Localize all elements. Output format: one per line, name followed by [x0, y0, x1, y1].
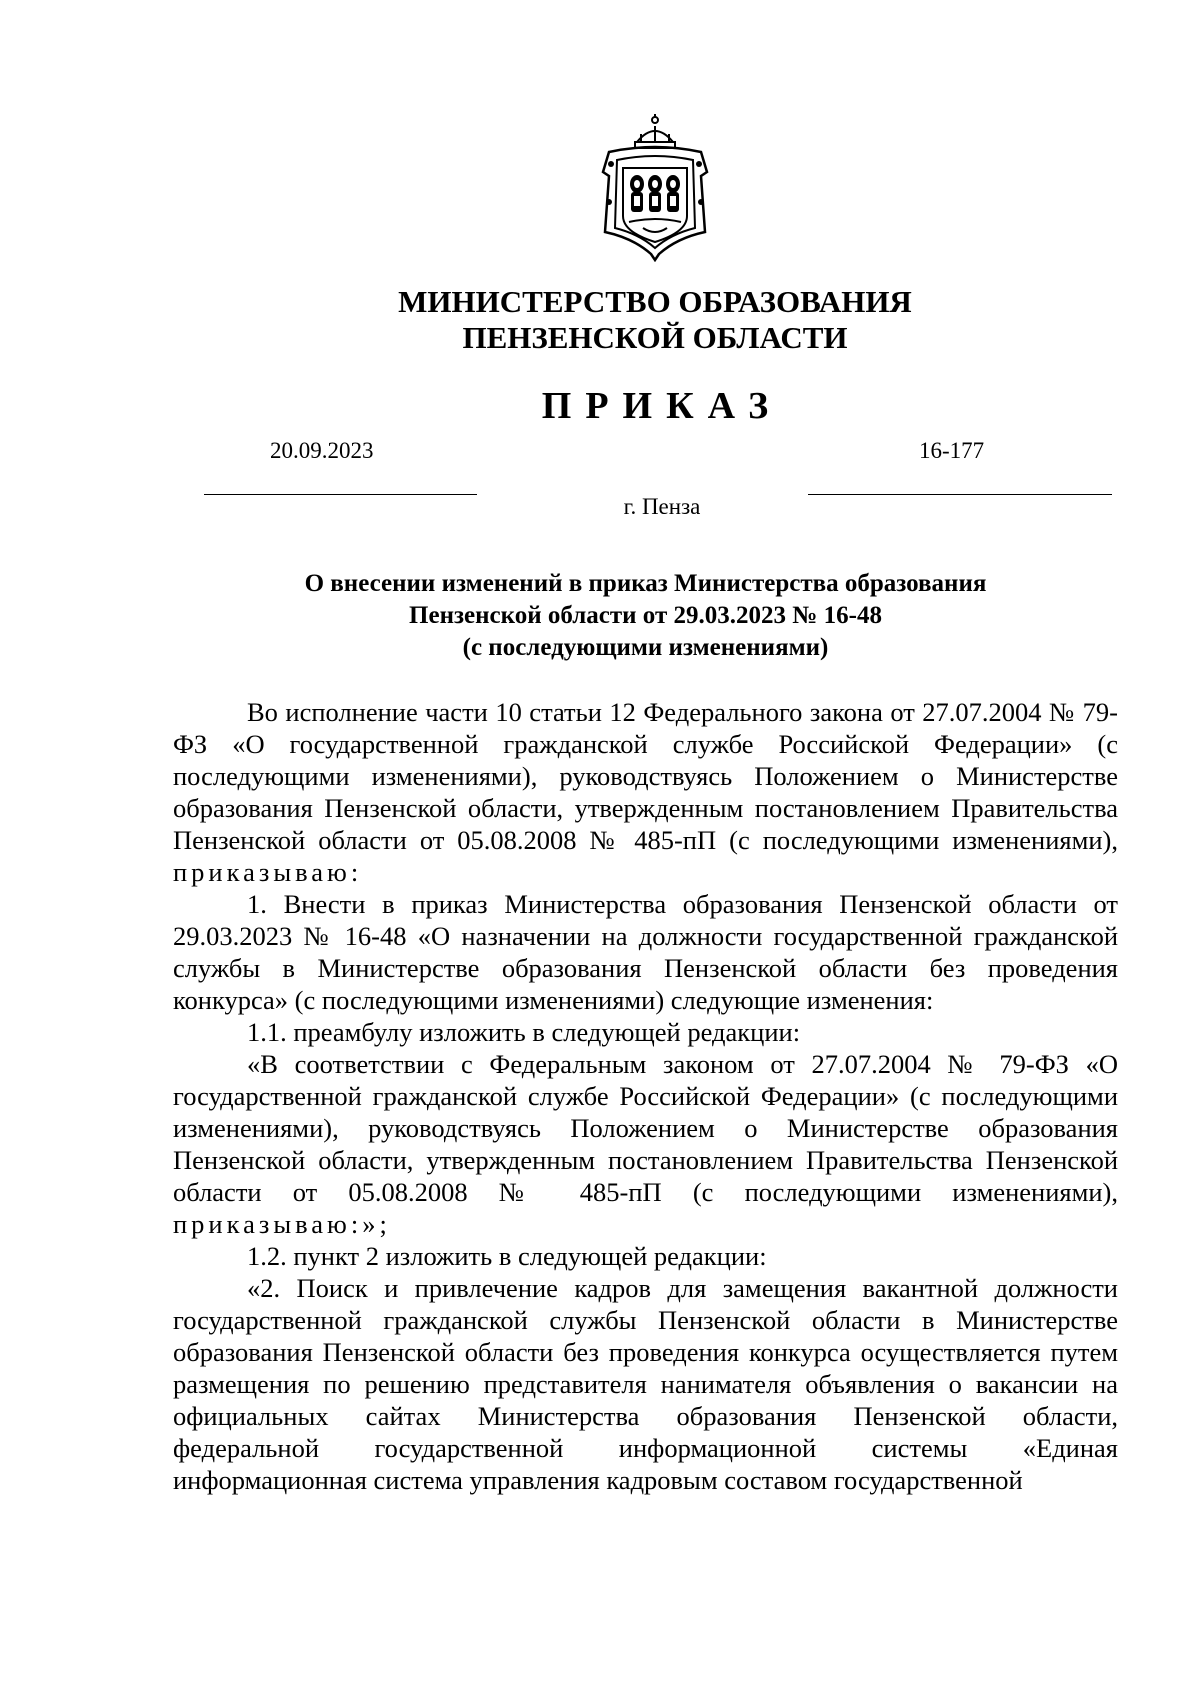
ministry-name-line2: ПЕНЗЕНСКОЙ ОБЛАСТИ — [462, 320, 848, 355]
body-paragraph-preamble — [173, 696, 1118, 888]
subject-line3: (с последующими изменениями) — [462, 634, 829, 661]
ministry-name — [0, 284, 1200, 356]
order-word: приказываю: — [173, 857, 363, 887]
subject-line1: О внесении изменений в приказ Министерства образования — [304, 570, 987, 597]
document-type: ПРИКАЗ — [541, 385, 783, 427]
body-paragraph-new-item-2: «2. Поиск и привлечение кадров для замещения вакантной должности государственной гражданской службы Пензенской области в Министерстве образования Пензенской области без проведения конкурса осуществляется путем размещения по решению представителя нанимателя объявления о вакансии на официальных сайтах Министерства образования Пензенской области, федеральной государственной информационной системы «Единая информационная система управления кадровым составом государственной — [173, 1273, 1118, 1495]
subject-line2: Пензенской области от 29.03.2023 № 16-48 — [409, 602, 882, 629]
order-subject — [173, 568, 1118, 664]
body-paragraph-new-preamble — [173, 1048, 1118, 1240]
coat-of-arms-icon — [597, 112, 713, 262]
order-number: 16-177 — [919, 438, 985, 463]
ministry-name-line1: МИНИСТЕРСТВО ОБРАЗОВАНИЯ — [398, 284, 912, 319]
body-paragraph-1-2: 1.2. пункт 2 изложить в следующей редакции: — [247, 1241, 767, 1271]
body-paragraph-1-1: 1.1. преамбулу изложить в следующей редакции: — [247, 1017, 801, 1047]
preamble-text: Во исполнение части 10 статьи 12 Федерального закона от 27.07.2004 № 79-ФЗ «О государственной гражданской службе Российской Федерации» (с последующими изменениями), руководствуясь Положением о Министерстве образования Пензенской области, утвержденным постановлением Правительства Пензенской области от 05.08.2008 № 485-пП (с последующими изменениями), — [173, 697, 1118, 855]
order-date: 20.09.2023 — [270, 438, 374, 463]
new-preamble-text: «В соответствии с Федеральным законом от 27.07.2004 № 79-ФЗ «О государственной гражданской службе Российской Федерации» (с последующими изменениями), руководствуясь Положением о Министерстве образования Пензенской области, утвержденным постановлением Правительства Пензенской области от 05.08.2008 № 485-пП (с последующими изменениями), — [173, 1049, 1118, 1207]
body-paragraph-1: 1. Внести в приказ Министерства образования Пензенской области от 29.03.2023 № 16-48 «О назначении на должности государственной гражданской службы в Министерстве образования Пензенской области без проведения конкурса» (с последующими изменениями) следующие изменения: — [173, 889, 1118, 1015]
city: г. Пенза — [623, 494, 701, 519]
order-body — [173, 696, 1118, 1496]
new-order-word: приказываю:»; — [173, 1209, 391, 1239]
